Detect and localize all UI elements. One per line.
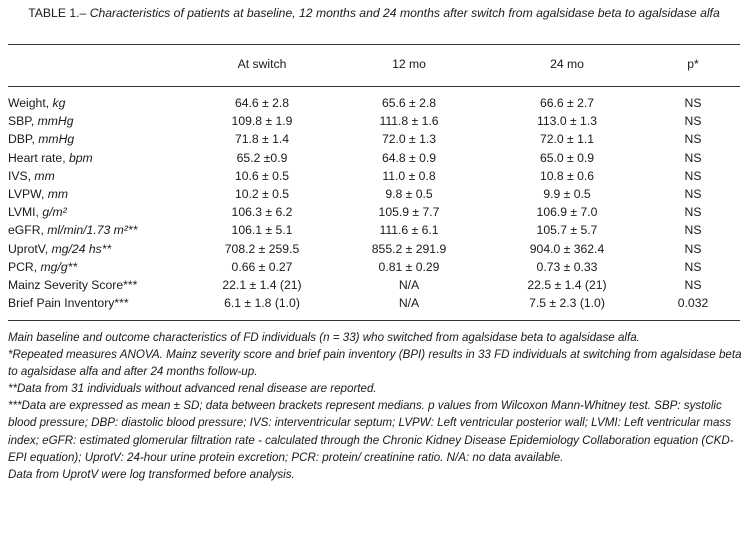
value-12-mo: 0.81 ± 0.29: [378, 259, 440, 274]
table-row: [8, 276, 740, 294]
p-value: NS: [684, 187, 702, 202]
value-12-mo: 105.9 ± 7.7: [378, 205, 440, 220]
p-value: NS: [684, 205, 702, 220]
table-notes: [8, 329, 743, 483]
table-body: [8, 94, 740, 312]
value-at-switch: 708.2 ± 259.5: [224, 241, 300, 256]
value-24-mo: 105.7 ± 5.7: [536, 223, 598, 238]
row-label-name: eGFR,: [8, 223, 48, 238]
row-label-unit: mg/24 hs**: [51, 241, 112, 256]
row-label-unit: mm: [47, 187, 69, 202]
row-label-unit: ml/min/1.73 m²**: [47, 223, 138, 238]
row-label: [8, 149, 194, 167]
table-row: [8, 112, 740, 130]
header-p-value: p*: [687, 57, 699, 71]
table-row: [8, 167, 740, 185]
note-line: Data from UprotV were log transformed before analysis.: [8, 467, 295, 481]
value-12-mo: 111.8 ± 1.6: [379, 114, 439, 129]
p-value: NS: [684, 168, 702, 183]
value-at-switch: 106.1 ± 5.1: [231, 223, 293, 238]
value-at-switch: 106.3 ± 6.2: [231, 205, 293, 220]
header-at-switch: At switch: [237, 57, 287, 71]
row-label: [8, 94, 194, 112]
row-label-name: Weight,: [8, 96, 53, 110]
row-label-name: IVS,: [8, 168, 35, 183]
row-label: [8, 221, 194, 239]
p-value: NS: [684, 223, 702, 238]
characteristics-table: [8, 54, 740, 312]
value-at-switch: 10.2 ± 0.5: [234, 187, 290, 202]
value-24-mo: 0.73 ± 0.33: [536, 259, 598, 274]
table-row: [8, 294, 740, 312]
table-row: [8, 258, 740, 276]
table-row: [8, 185, 740, 203]
p-value: 0.032: [677, 296, 709, 311]
p-value: NS: [684, 259, 702, 274]
value-at-switch: 10.6 ± 0.5: [234, 168, 290, 183]
header-24-mo: 24 mo: [550, 57, 584, 71]
row-label: [8, 276, 194, 294]
table-row: [8, 130, 740, 148]
value-12-mo: 9.8 ± 0.5: [385, 187, 433, 202]
value-at-switch: 22.1 ± 1.4 (21): [222, 278, 302, 293]
table-row: [8, 240, 740, 258]
bottom-rule: [8, 320, 740, 321]
value-24-mo: 106.9 ± 7.0: [536, 205, 598, 220]
row-label-name: LVPW,: [8, 187, 48, 202]
value-at-switch: 65.2 ±0.9: [236, 150, 288, 165]
value-24-mo: 66.6 ± 2.7: [539, 96, 595, 110]
value-at-switch: 6.1 ± 1.8 (1.0): [224, 296, 300, 311]
row-label-name: Brief Pain Inventory***: [8, 296, 129, 311]
value-12-mo: N/A: [398, 278, 420, 293]
caption-prefix: TABLE 1.–: [28, 6, 87, 20]
p-value: NS: [684, 150, 702, 165]
p-value: NS: [684, 96, 702, 110]
row-label: [8, 130, 194, 148]
note-line: Main baseline and outcome characteristics of FD individuals (n = 33) who switched from agalsidase beta to agalsidase alfa.: [8, 331, 640, 344]
row-label-unit: g/m²: [42, 205, 67, 220]
table-row: [8, 94, 740, 112]
table-row: [8, 203, 740, 221]
value-12-mo: 65.6 ± 2.8: [381, 96, 437, 110]
row-label-name: Mainz Severity Score***: [8, 278, 138, 293]
value-24-mo: 72.0 ± 1.1: [539, 132, 595, 147]
value-at-switch: 109.8 ± 1.9: [231, 114, 293, 129]
table-row: [8, 221, 740, 239]
value-24-mo: 65.0 ± 0.9: [539, 150, 595, 165]
value-12-mo: 11.0 ± 0.8: [382, 168, 436, 183]
header-12-mo: 12 mo: [392, 57, 426, 71]
row-label-unit: mm: [34, 168, 55, 183]
table-caption: [0, 5, 748, 21]
value-at-switch: 71.8 ± 1.4: [234, 132, 290, 147]
row-label-name: LVMI,: [8, 205, 43, 220]
value-24-mo: 7.5 ± 2.3 (1.0): [529, 296, 605, 311]
row-label-unit: bpm: [68, 150, 93, 165]
caption-text: Characteristics of patients at baseline, 12 months and 24 months after switch from agalsidase beta to agalsidase alfa: [89, 6, 720, 20]
row-label-name: PCR,: [8, 259, 41, 274]
note-line: **Data from 31 individuals without advanced renal disease are reported.: [8, 382, 377, 396]
row-label: [8, 167, 194, 185]
row-label-name: UprotV,: [8, 241, 52, 256]
value-12-mo: N/A: [398, 296, 420, 311]
top-rule: [8, 44, 740, 45]
p-value: NS: [684, 241, 702, 256]
row-label-name: DBP,: [8, 132, 39, 147]
row-label: [8, 185, 194, 203]
value-at-switch: 64.6 ± 2.8: [234, 96, 290, 110]
note-line: ***Data are expressed as mean ± SD; data between brackets represent medians. p values from Wilcoxon Mann-Whitney test. SBP: systolic blood pressure; DBP: diastolic blood pressure; IVS: interventricular septum; LVPW: Left ventricular posterior wall; LVMI: Left ventricular mass index; eGFR: estimated glomerular filtration rate - calculated through the Chronic Kidney Disease Epidemiology Collaboration equation (CKD-EPI equation); UprotV: 24-hour urine protein excretion; PCR: protein/ creatinine ratio. N/A: no data available.: [8, 399, 734, 464]
note-line: *Repeated measures ANOVA. Mainz severity score and brief pain inventory (BPI) results in 33 FD individuals at switching from agalsidase beta to agalsidase alfa and after 24 months follow-up.: [8, 348, 742, 379]
value-12-mo: 111.6 ± 6.1: [379, 223, 439, 238]
row-label: [8, 240, 194, 258]
row-label-unit: mmHg: [37, 114, 74, 129]
p-value: NS: [684, 114, 702, 129]
p-value: NS: [684, 278, 702, 293]
header-label: [8, 54, 194, 74]
table-header-row: [8, 54, 740, 74]
value-24-mo: 22.5 ± 1.4 (21): [527, 278, 607, 293]
row-label: [8, 258, 194, 276]
value-24-mo: 904.0 ± 362.4: [529, 241, 605, 256]
row-label-unit: kg: [52, 96, 66, 110]
row-label: [8, 294, 194, 312]
row-label-unit: mmHg: [38, 132, 75, 147]
row-label: [8, 203, 194, 221]
value-24-mo: 10.8 ± 0.6: [539, 168, 595, 183]
row-label-name: Heart rate,: [8, 150, 69, 165]
value-12-mo: 72.0 ± 1.3: [381, 132, 437, 147]
value-24-mo: 9.9 ± 0.5: [543, 187, 591, 202]
value-at-switch: 0.66 ± 0.27: [231, 259, 293, 274]
row-label: [8, 112, 194, 130]
value-12-mo: 64.8 ± 0.9: [381, 150, 437, 165]
p-value: NS: [684, 132, 702, 147]
table-row: [8, 149, 740, 167]
value-12-mo: 855.2 ± 291.9: [371, 241, 447, 256]
row-label-unit: mg/g**: [40, 259, 78, 274]
row-label-name: SBP,: [8, 114, 38, 129]
value-24-mo: 113.0 ± 1.3: [537, 114, 597, 129]
